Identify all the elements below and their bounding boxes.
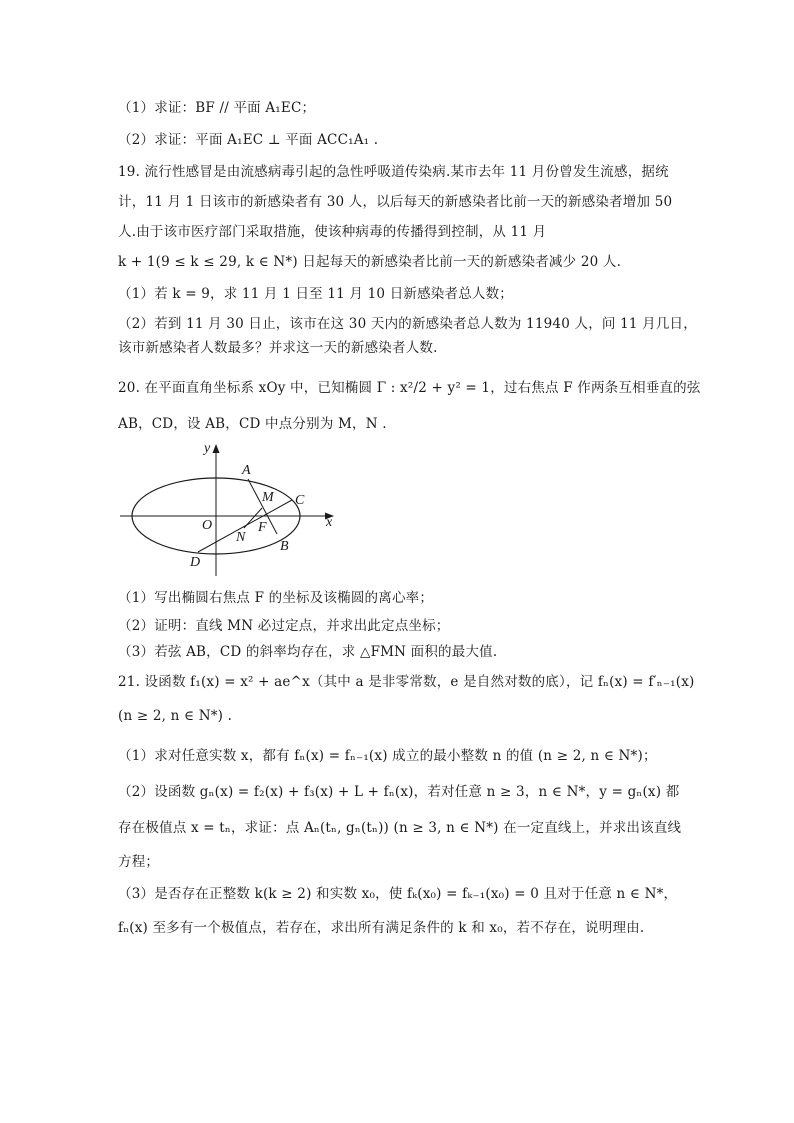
y-axis-arrow-icon: [213, 444, 220, 453]
q19-line2: 计，11 月 1 日该市的新感染者有 30 人，以后每天的新感染者比前一天的新感染者增加 50: [118, 194, 673, 210]
label-b: B: [280, 539, 289, 554]
label-d: D: [190, 555, 201, 570]
q19-part2-cont: 该市新感染者人数最多？并求这一天的新感染者人数.: [118, 340, 438, 356]
q21-part2: （2）设函数 gₙ(x) = f₂(x) + f₃(x) + L + fₙ(x)，若对任意 n ≥ 3，n ∈ N*，y = gₙ(x) 都: [118, 784, 680, 800]
q18-part2: （2）求证：平面 A₁EC ⊥ 平面 ACC₁A₁ .: [118, 132, 379, 148]
q21-line1: 21. 设函数 f₁(x) = x² + ae^x（其中 a 是非零常数，e 是自然对数的底），记 fₙ(x) = f′ₙ₋₁(x): [118, 674, 695, 690]
q20-part3: （3）若弦 AB，CD 的斜率均存在，求 △FMN 面积的最大值.: [118, 644, 498, 660]
q21-part3-cont: fₙ(x) 至多有一个极值点，若存在，求出所有满足条件的 k 和 x₀，若不存在，说明理由.: [118, 920, 645, 936]
label-y: y: [204, 441, 211, 456]
q21-part1: （1）求对任意实数 x，都有 fₙ(x) = fₙ₋₁(x) 成立的最小整数 n 的值 (n ≥ 2, n ∈ N*)；: [118, 748, 657, 764]
q21-part3: （3）是否存在正整数 k(k ≥ 2) 和实数 x₀，使 fₖ(x₀) = fₖ₋₁(x₀) = 0 且对于任意 n ∈ N*，: [118, 886, 678, 902]
label-o: O: [202, 518, 213, 533]
q21-part2-end: 方程；: [118, 854, 160, 870]
q19-part1: （1）若 k = 9，求 11 月 1 日至 11 月 10 日新感染者总人数；: [118, 286, 513, 302]
q19-line1: 19. 流行性感冒是由流感病毒引起的急性呼吸道传染病.某市去年 11 月份曾发生流感，据统: [118, 164, 669, 180]
label-f: F: [258, 520, 267, 535]
q20-line2: AB，CD，设 AB，CD 中点分别为 M，N .: [118, 416, 387, 432]
label-x: x: [326, 515, 333, 530]
q20-part2: （2）证明：直线 MN 必过定点，并求出此定点坐标；: [118, 618, 450, 634]
label-n: N: [236, 530, 246, 545]
label-m: M: [262, 490, 274, 505]
ellipse-figure: [112, 438, 352, 578]
label-c: C: [295, 493, 305, 508]
q19-line3: 人.由于该市医疗部门采取措施，使该种病毒的传播得到控制，从 11 月: [118, 224, 547, 240]
ellipse-diagram: [112, 438, 352, 578]
q20-line1: 20. 在平面直角坐标系 xOy 中，已知椭圆 Γ : x²/2 + y² = 1，过右焦点 F 作两条互相垂直的弦: [118, 380, 701, 396]
q20-part1: （1）写出椭圆右焦点 F 的坐标及该椭圆的离心率；: [118, 590, 434, 606]
q21-part2-cont: 存在极值点 x = tₙ，求证：点 Aₙ(tₙ, gₙ(tₙ)) (n ≥ 3, n ∈ N*) 在一定直线上，并求出该直线: [118, 820, 682, 836]
q19-part2: （2）若到 11 月 30 日止，该市在这 30 天内的新感染者总人数为 11940 人，问 11 月几日，: [118, 316, 697, 332]
label-a: A: [242, 463, 251, 478]
q18-part1: （1）求证：BF // 平面 A₁EC；: [118, 100, 316, 116]
q21-line2: (n ≥ 2, n ∈ N*) .: [118, 708, 233, 724]
q19-line4: k + 1(9 ≤ k ≤ 29, k ∈ N*) 日起每天的新感染者比前一天的新感染者减少 20 人.: [118, 254, 622, 270]
